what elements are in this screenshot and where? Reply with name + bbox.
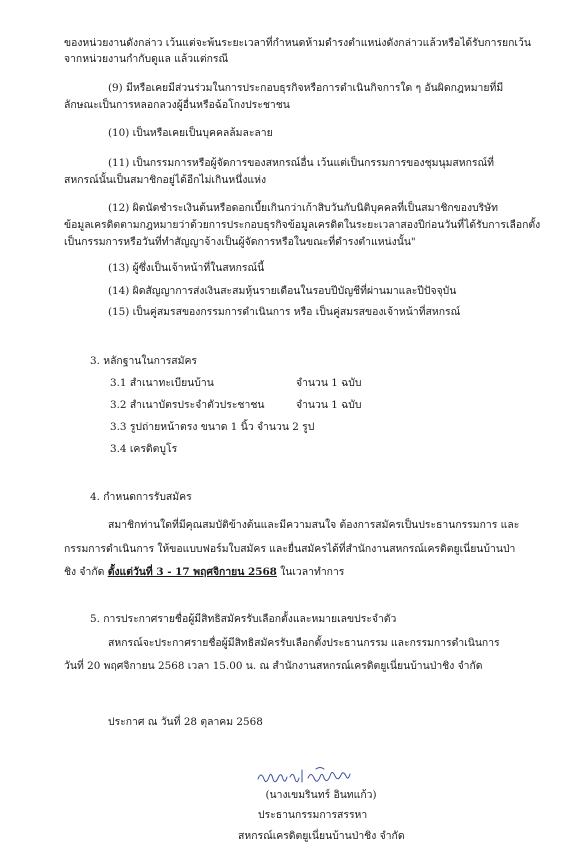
- criteria-item-12-cont-2: เป็นกรรมการหรือวันที่ทำสัญญาจ้างเป็นผู้จัดการหรือในขณะที่ดำรงตำแหน่งนั้น": [64, 236, 416, 248]
- section-5-line-1: สหกรณ์จะประกาศรายชื่อผู้มีสิทธิสมัครรับเลือกตั้งประธานกรรม และกรรมการดำเนินการ: [108, 637, 500, 649]
- section-4-line-3: [64, 566, 344, 579]
- section-5-heading: 5. การประกาศรายชื่อผู้มีสิทธิสมัครรับเลือกตั้งและหมายเลขประจำตัว: [90, 613, 397, 625]
- doc-item-2-qty: จำนวน 1 ฉบับ: [296, 399, 362, 411]
- section-4-line-3-pre: ชิง จำกัด: [64, 566, 108, 578]
- section-4-line-3-post: ในเวลาทำการ: [276, 566, 345, 578]
- criteria-item-11-cont: สหกรณ์นั้นเป็นสมาชิกอยู่ได้อีกไม่เกินหนึ่งแห่ง: [64, 174, 267, 186]
- doc-item-1-name: 3.1 สำเนาทะเบียนบ้าน: [110, 377, 214, 389]
- criteria-item-9: (9) มีหรือเคยมีส่วนร่วมในการประกอบธุรกิจหรือการดำเนินกิจการใด ๆ อันผิดกฎหมายที่มี: [108, 82, 504, 94]
- doc-item-4-name: 3.4 เครดิตบูโร: [110, 443, 178, 455]
- criteria-line-1: ของหน่วยงานดังกล่าว เว้นแต่จะพ้นระยะเวลาที่กำหนดห้ามดำรงตำแหน่งดังกล่าวแล้วหรือได้รับการยกเว้น: [64, 37, 531, 49]
- section-3-heading: 3. หลักฐานในการสมัคร: [90, 355, 198, 367]
- doc-item-3-name: 3.3 รูปถ่ายหน้าตรง ขนาด 1 นิ้ว จำนวน 2 รูป: [110, 421, 315, 433]
- criteria-item-10: (10) เป็นหรือเคยเป็นบุคคลล้มละลาย: [108, 127, 273, 139]
- criteria-line-2: จากหน่วยงานกำกับดูแล แล้วแต่กรณี: [64, 53, 229, 65]
- doc-item-1-qty: จำนวน 1 ฉบับ: [296, 377, 362, 389]
- signer-position: ประธานกรรมการสรรหา: [258, 809, 368, 821]
- application-period: ตั้งแต่วันที่ 3 - 17 พฤศจิกายน 2568: [107, 566, 277, 578]
- section-4-line-2: กรรมการดำเนินการ ให้ขอแบบฟอร์มใบสมัคร และยื่นสมัครได้ที่สำนักงานสหกรณ์เครดิตยูเนี่ยนบ้านป่า: [64, 543, 516, 555]
- signer-organization: สหกรณ์เครดิตยูเนี่ยนบ้านป่าชิง จำกัด: [238, 830, 405, 842]
- criteria-item-9-cont: ลักษณะเป็นการหลอกลวงผู้อื่นหรือฉ้อโกงประชาชน: [64, 99, 290, 111]
- section-4-heading: 4. กำหนดการรับสมัคร: [90, 491, 192, 503]
- signature-mark: [256, 765, 366, 787]
- announce-date: ประกาศ ณ วันที่ 28 ตุลาคม 2568: [108, 716, 263, 728]
- criteria-item-11: (11) เป็นกรรมการหรือผู้จัดการของสหกรณ์อื่น เว้นแต่เป็นกรรมการของชุมนุมสหกรณ์ที่: [108, 157, 494, 169]
- criteria-item-12-cont-1: ข้อมูลเครดิตตามกฎหมายว่าด้วยการประกอบธุรกิจข้อมูลเครดิตในระยะเวลาสองปีก่อนวันที่ได้รับการเลือกตั้ง: [64, 219, 541, 231]
- doc-item-2-name: 3.2 สำเนาบัตรประจำตัวประชาชน: [110, 399, 265, 411]
- section-4-line-1: สมาชิกท่านใดที่มีคุณสมบัติข้างต้นและมีความสนใจ ต้องการสมัครเป็นประธานกรรมการ และ: [108, 519, 520, 531]
- handwritten-signature: [256, 765, 366, 787]
- criteria-item-13: (13) ผู้ซึ่งเป็นเจ้าหน้าที่ในสหกรณ์นี้: [108, 262, 265, 274]
- section-5-line-2: วันที่ 20 พฤศจิกายน 2568 เวลา 15.00 น. ณ สำนักงานสหกรณ์เครดิตยูเนี่ยนบ้านป่าชิง จำกัด: [64, 660, 483, 672]
- signer-name: (นางเขมรินทร์ อินทแก้ว): [265, 789, 377, 801]
- criteria-item-12: (12) ผิดนัดชำระเงินต้นหรือดอกเบี้ยเกินกว่าเก้าสิบวันกับนิติบุคคลที่เป็นสมาชิกของบริษัท: [108, 202, 498, 214]
- criteria-item-15: (15) เป็นคู่สมรสของกรรมการดำเนินการ หรือ เป็นคู่สมรสของเจ้าหน้าที่สหกรณ์: [108, 306, 461, 318]
- criteria-item-14: (14) ผิดสัญญาการส่งเงินสะสมหุ้นรายเดือนในรอบปีบัญชีที่ผ่านมาและปีปัจจุบัน: [108, 285, 457, 297]
